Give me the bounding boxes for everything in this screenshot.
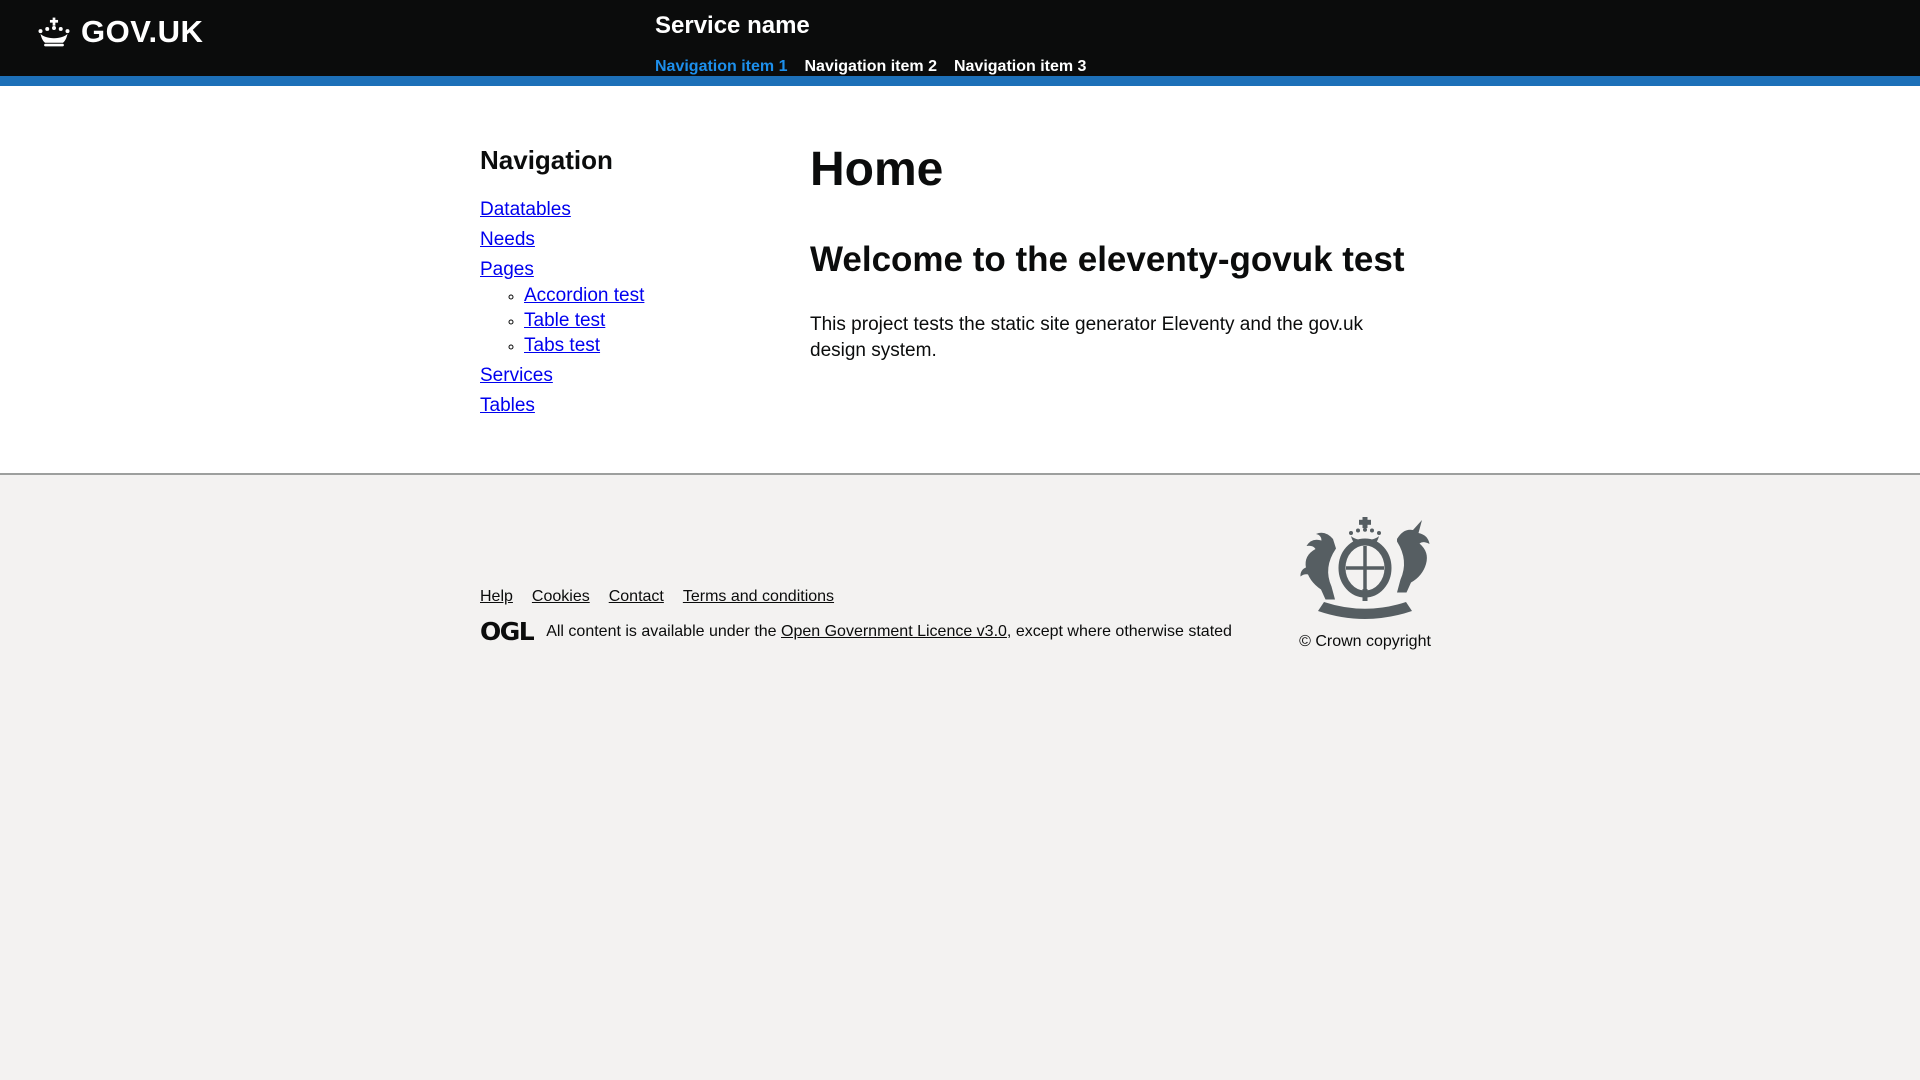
sidebar-nav-list [480, 197, 810, 418]
sidebar-item [480, 363, 810, 388]
ogl-licence-link[interactable]: Open Government Licence v3.0 [781, 623, 1007, 640]
sidebar-item [480, 227, 810, 252]
footer-links [480, 587, 1232, 607]
sidebar-item [480, 257, 810, 358]
govuk-logo-text: GOV.UK [81, 14, 204, 49]
sidebar-link-table-test[interactable]: Table test [524, 310, 606, 331]
licence-prefix: All content is available under the [546, 623, 782, 640]
sidebar-link-datatables[interactable]: Datatables [480, 199, 571, 220]
govuk-footer [0, 473, 1920, 1080]
footer-link-terms[interactable]: Terms and conditions [682, 588, 835, 605]
sidebar-link-tables[interactable]: Tables [480, 395, 535, 416]
sidebar-subitem [524, 308, 810, 333]
sidebar-item [480, 393, 810, 418]
footer-link-cookies[interactable]: Cookies [531, 588, 590, 605]
header-navigation [655, 57, 1086, 77]
sidebar-title: Navigation [480, 145, 613, 175]
sidebar-link-accordion-test[interactable]: Accordion test [524, 285, 645, 306]
licence-suffix: , except where otherwise stated [1006, 623, 1232, 640]
govuk-logo[interactable] [36, 14, 203, 50]
sidebar-link-tabs-test[interactable]: Tabs test [524, 335, 601, 356]
header-service-block [655, 13, 1086, 77]
service-name-link[interactable]: Service name [655, 12, 810, 39]
header-nav-item-1[interactable]: Navigation item 1 [655, 58, 788, 75]
header-nav-item-3[interactable]: Navigation item 3 [953, 58, 1087, 75]
sidebar-link-needs[interactable]: Needs [480, 229, 535, 250]
content-container [480, 86, 1440, 423]
intro-paragraph: This project tests the static site generator Eleventy and the gov.uk design system. [810, 314, 1364, 361]
page-body [0, 86, 1920, 473]
sidebar-subitem [524, 333, 810, 358]
crown-copyright-link[interactable]: © Crown copyright [1299, 633, 1431, 650]
sidebar [480, 145, 810, 423]
ogl-icon: OGL [480, 617, 534, 646]
footer-container [480, 475, 1440, 695]
footer-link-contact[interactable]: Contact [608, 588, 664, 605]
welcome-heading: Welcome to the eleventy-govuk test [810, 240, 1405, 279]
header-nav-item-2[interactable]: Navigation item 2 [804, 58, 937, 75]
main-content [810, 145, 1440, 423]
crown-icon [36, 17, 72, 47]
sidebar-subitem [524, 283, 810, 308]
sidebar-link-pages[interactable]: Pages [480, 259, 534, 280]
sidebar-item [480, 197, 810, 222]
sidebar-link-services[interactable]: Services [480, 365, 553, 386]
footer-copyright-block [1290, 517, 1440, 652]
sidebar-sublist-pages [480, 283, 810, 358]
footer-meta [480, 587, 1232, 646]
govuk-header [0, 0, 1920, 86]
licence-description [546, 622, 1232, 642]
page-title: Home [810, 143, 944, 196]
sidebar-navigation [480, 197, 810, 418]
royal-coat-of-arms-icon [1299, 517, 1431, 624]
footer-licence-row [480, 617, 1232, 646]
footer-link-help[interactable]: Help [480, 588, 513, 605]
